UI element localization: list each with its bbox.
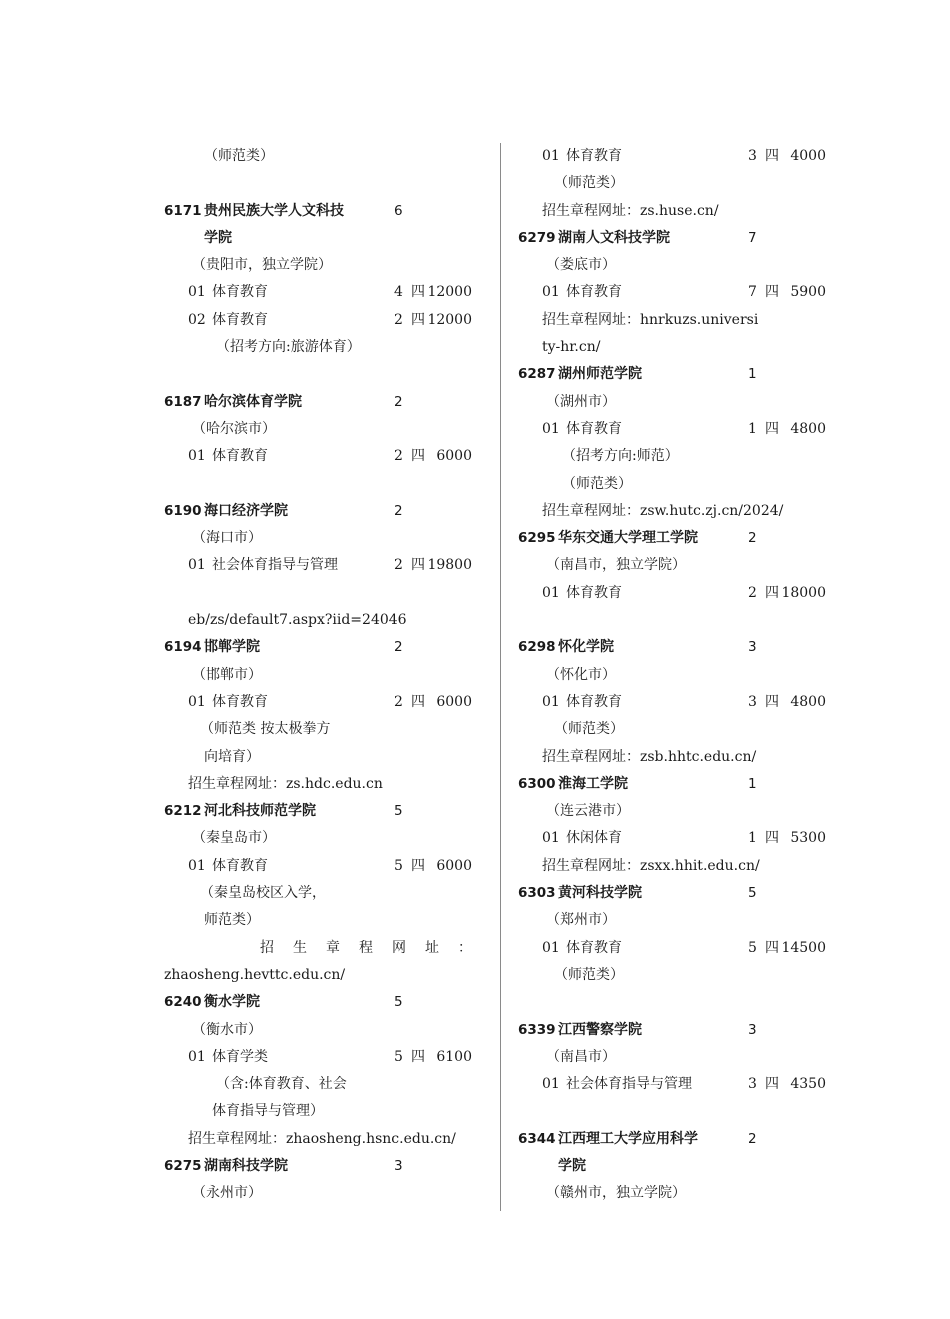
- school-entry: [518, 1126, 830, 1153]
- school-name: 湖州师范学院: [558, 366, 642, 383]
- major-quota: 4: [394, 284, 403, 301]
- major-duration: 四: [765, 584, 779, 601]
- spaced-char: 程: [359, 939, 373, 956]
- major-tuition: 12000: [427, 284, 472, 301]
- major-quota: 2: [394, 693, 403, 710]
- major-code: 01: [542, 284, 560, 301]
- major-quota: 3: [748, 693, 757, 710]
- note-line: [518, 498, 830, 525]
- major-code: 01: [188, 857, 206, 874]
- school-name: 江西理工大学应用科学: [558, 1130, 698, 1147]
- school-code: 6279: [518, 229, 556, 246]
- note-text: 招生章程网址：hnrkuzs.universi: [542, 311, 759, 328]
- school-code: 6287: [518, 366, 556, 383]
- major-entry: [518, 279, 830, 306]
- note-text: （怀化市）: [546, 666, 616, 683]
- major-quota: 3: [748, 148, 757, 164]
- spaced-char: 生: [293, 939, 307, 956]
- note-line: [518, 170, 830, 197]
- major-quota: 3: [748, 1076, 757, 1093]
- blank-line: [164, 170, 476, 197]
- major-duration: 四: [411, 557, 425, 574]
- major-tuition: 12000: [427, 311, 472, 328]
- school-name: 淮海工学院: [558, 775, 628, 792]
- major-tuition: 6000: [436, 448, 472, 465]
- major-name: 体育教育: [566, 420, 622, 437]
- major-duration: 四: [411, 693, 425, 710]
- major-name: 体育教育: [212, 311, 268, 328]
- note-text: （秦皇岛市）: [192, 830, 276, 847]
- note-line: [518, 962, 830, 989]
- school-entry: [518, 525, 830, 552]
- major-duration: 四: [765, 284, 779, 301]
- note-text: 师范类）: [204, 912, 260, 929]
- major-tuition: 5300: [790, 830, 826, 847]
- spaced-char: 章: [326, 939, 340, 956]
- note-line: [164, 880, 476, 907]
- major-duration: 四: [765, 420, 779, 437]
- major-quota: 1: [748, 830, 757, 847]
- note-line: [518, 471, 830, 498]
- major-duration: 四: [765, 830, 779, 847]
- school-quota: 3: [394, 1157, 403, 1174]
- school-entry: [518, 1017, 830, 1044]
- note-line: [164, 1071, 476, 1098]
- school-code: 6212: [164, 803, 202, 820]
- spaced-char: ：: [458, 939, 472, 956]
- school-quota: 5: [394, 803, 403, 820]
- school-name: 河北科技师范学院: [204, 803, 316, 820]
- school-quota: 3: [748, 1021, 757, 1038]
- note-line: [164, 744, 476, 771]
- major-name: 体育教育: [566, 584, 622, 601]
- note-line: [164, 607, 476, 634]
- right-column: [518, 143, 830, 1208]
- note-text: （海口市）: [192, 530, 262, 547]
- major-duration: 四: [765, 693, 779, 710]
- major-entry: [164, 853, 476, 880]
- major-duration: 四: [411, 857, 425, 874]
- major-tuition: 4000: [790, 148, 826, 164]
- major-tuition: 4800: [790, 420, 826, 437]
- note-line: [518, 744, 830, 771]
- note-line: [518, 662, 830, 689]
- note-text: eb/zs/default7.aspx?iid=24046: [188, 612, 407, 629]
- school-quota: 2: [748, 530, 757, 547]
- major-duration: 四: [765, 939, 779, 956]
- school-quota: 7: [748, 229, 757, 246]
- school-code: 6303: [518, 885, 556, 902]
- spaced-char: 招: [260, 939, 274, 956]
- major-name: 体育教育: [212, 693, 268, 710]
- major-code: 01: [188, 1048, 206, 1065]
- school-name-continued: [164, 225, 476, 252]
- school-quota: 6: [394, 202, 403, 219]
- major-tuition: 4800: [790, 693, 826, 710]
- blank-line: [518, 1098, 830, 1125]
- note-text: 体育指导与管理）: [212, 1103, 324, 1120]
- note-line: [164, 334, 476, 361]
- major-entry: [164, 1044, 476, 1071]
- major-name: 社会体育指导与管理: [566, 1076, 692, 1093]
- school-name: 邯郸学院: [204, 639, 260, 656]
- left-column: [164, 143, 476, 1208]
- major-tuition: 19800: [427, 557, 472, 574]
- note-line: [164, 143, 476, 170]
- school-code: 6190: [164, 502, 202, 519]
- major-code: 01: [542, 148, 560, 164]
- note-line: [164, 1126, 476, 1153]
- note-text: （赣州市，独立学院）: [546, 1185, 686, 1202]
- school-entry: [518, 225, 830, 252]
- blank-line: [518, 607, 830, 634]
- major-entry: [518, 1071, 830, 1098]
- school-quota: 5: [748, 885, 757, 902]
- school-entry: [164, 989, 476, 1016]
- major-name: 体育学类: [212, 1048, 268, 1065]
- school-quota: 2: [394, 502, 403, 519]
- major-duration: 四: [411, 448, 425, 465]
- major-code: 01: [188, 448, 206, 465]
- school-quota: 1: [748, 775, 757, 792]
- major-duration: 四: [411, 1048, 425, 1065]
- note-text: 招生章程网址：zsw.hutc.zj.cn/2024/: [542, 502, 784, 519]
- major-name: 体育教育: [566, 693, 622, 710]
- note-line: [518, 798, 830, 825]
- note-text: （秦皇岛校区入学，: [200, 885, 326, 902]
- major-quota: 2: [394, 311, 403, 328]
- school-name: 华东交通大学理工学院: [558, 530, 698, 547]
- school-quota: 3: [748, 639, 757, 656]
- note-line: [518, 1180, 830, 1207]
- school-quota: 5: [394, 994, 403, 1011]
- school-name-cont: 学院: [558, 1157, 586, 1174]
- school-name: 哈尔滨体育学院: [204, 393, 302, 410]
- school-entry: [164, 389, 476, 416]
- major-entry: [164, 307, 476, 334]
- note-line: [518, 198, 830, 225]
- major-name: 社会体育指导与管理: [212, 557, 338, 574]
- blank-line: [164, 361, 476, 388]
- major-entry: [518, 580, 830, 607]
- school-entry: [164, 798, 476, 825]
- school-code: 6295: [518, 530, 556, 547]
- school-name-continued: [518, 1153, 830, 1180]
- major-tuition: 18000: [781, 584, 826, 601]
- note-text: （招考方向:旅游体育）: [216, 339, 361, 356]
- major-tuition: 6000: [436, 693, 472, 710]
- school-entry: [518, 880, 830, 907]
- note-text: 招生章程网址：zs.hdc.edu.cn: [188, 775, 383, 792]
- note-line: [164, 771, 476, 798]
- note-line: [518, 443, 830, 470]
- note-text: （师范类）: [562, 475, 632, 492]
- note-text: （师范类 按太极拳方: [200, 721, 331, 738]
- school-code: 6187: [164, 393, 202, 410]
- major-duration: 四: [765, 1076, 779, 1093]
- note-text: zhaosheng.hevttc.edu.cn/: [164, 966, 346, 983]
- note-line: [164, 907, 476, 934]
- note-line: [518, 552, 830, 579]
- major-name: 体育教育: [212, 857, 268, 874]
- major-quota: 7: [748, 284, 757, 301]
- school-code: 6240: [164, 994, 202, 1011]
- school-name: 湖南科技学院: [204, 1157, 288, 1174]
- major-quota: 2: [748, 584, 757, 601]
- major-entry: [164, 689, 476, 716]
- spaced-text: [164, 935, 472, 962]
- note-text: （含:体育教育、社会: [216, 1076, 347, 1093]
- major-entry: [518, 143, 830, 170]
- note-line: [164, 1098, 476, 1125]
- spaced-char: 网: [392, 939, 406, 956]
- major-duration: 四: [765, 148, 779, 164]
- note-line: [518, 334, 830, 361]
- note-text: ty-hr.cn/: [542, 339, 601, 356]
- note-text: （师范类）: [204, 148, 274, 164]
- note-line: [518, 853, 830, 880]
- major-code: 02: [188, 311, 206, 328]
- note-line: [518, 307, 830, 334]
- note-line: [164, 825, 476, 852]
- major-quota: 1: [748, 420, 757, 437]
- major-name: 体育教育: [566, 939, 622, 956]
- major-code: 01: [542, 420, 560, 437]
- major-tuition: 6100: [436, 1048, 472, 1065]
- note-line: [164, 662, 476, 689]
- note-text: （娄底市）: [546, 257, 616, 274]
- note-line: [164, 962, 476, 989]
- note-text: （贵阳市，独立学院）: [192, 257, 332, 274]
- note-text: （南昌市）: [546, 1048, 616, 1065]
- school-code: 6171: [164, 202, 202, 219]
- major-quota: 2: [394, 448, 403, 465]
- major-entry: [518, 935, 830, 962]
- note-text: （哈尔滨市）: [192, 420, 276, 437]
- major-quota: 5: [394, 1048, 403, 1065]
- major-quota: 2: [394, 557, 403, 574]
- note-text: （郑州市）: [546, 912, 616, 929]
- note-line: [164, 1180, 476, 1207]
- note-text: 招生章程网址：zs.huse.cn/: [542, 202, 719, 219]
- school-quota: 2: [394, 393, 403, 410]
- major-code: 01: [542, 939, 560, 956]
- blank-line: [164, 471, 476, 498]
- spaced-line: [164, 935, 476, 962]
- major-name: 休闲体育: [566, 830, 622, 847]
- note-text: （招考方向:师范）: [562, 448, 679, 465]
- major-tuition: 6000: [436, 857, 472, 874]
- note-text: （连云港市）: [546, 803, 630, 820]
- note-text: （师范类）: [554, 721, 624, 738]
- school-code: 6339: [518, 1021, 556, 1038]
- column-divider: [500, 143, 501, 1211]
- school-code: 6344: [518, 1130, 556, 1147]
- school-entry: [164, 634, 476, 661]
- school-name: 湖南人文科技学院: [558, 229, 670, 246]
- major-tuition: 4350: [790, 1076, 826, 1093]
- note-text: （南昌市，独立学院）: [546, 557, 686, 574]
- spaced-char: 址: [425, 939, 439, 956]
- note-text: （师范类）: [554, 966, 624, 983]
- school-name: 黄河科技学院: [558, 885, 642, 902]
- school-entry: [164, 198, 476, 225]
- note-text: （衡水市）: [192, 1021, 262, 1038]
- major-code: 01: [542, 830, 560, 847]
- major-name: 体育教育: [212, 448, 268, 465]
- school-name: 衡水学院: [204, 994, 260, 1011]
- school-quota: 2: [394, 639, 403, 656]
- school-name-cont: 学院: [204, 229, 232, 246]
- school-code: 6300: [518, 775, 556, 792]
- major-code: 01: [188, 557, 206, 574]
- note-line: [518, 716, 830, 743]
- blank-line: [164, 580, 476, 607]
- major-code: 01: [542, 1076, 560, 1093]
- school-entry: [518, 634, 830, 661]
- note-text: 招生章程网址：zhaosheng.hsnc.edu.cn/: [188, 1130, 456, 1147]
- major-duration: 四: [411, 284, 425, 301]
- major-tuition: 14500: [781, 939, 826, 956]
- major-duration: 四: [411, 311, 425, 328]
- major-entry: [518, 416, 830, 443]
- school-entry: [518, 771, 830, 798]
- note-text: 招生章程网址：zsb.hhtc.edu.cn/: [542, 748, 757, 765]
- note-line: [164, 416, 476, 443]
- major-entry: [164, 279, 476, 306]
- major-code: 01: [542, 584, 560, 601]
- note-line: [164, 716, 476, 743]
- school-name: 贵州民族大学人文科技: [204, 202, 344, 219]
- major-entry: [164, 552, 476, 579]
- major-quota: 5: [748, 939, 757, 956]
- note-line: [164, 525, 476, 552]
- major-entry: [164, 443, 476, 470]
- note-text: （湖州市）: [546, 393, 616, 410]
- school-name: 江西警察学院: [558, 1021, 642, 1038]
- note-text: （邯郸市）: [192, 666, 262, 683]
- note-line: [518, 1044, 830, 1071]
- note-text: （师范类）: [554, 175, 624, 192]
- note-line: [164, 1017, 476, 1044]
- major-code: 01: [188, 693, 206, 710]
- school-entry: [164, 1153, 476, 1180]
- major-code: 01: [188, 284, 206, 301]
- note-text: （永州市）: [192, 1185, 262, 1202]
- major-name: 体育教育: [212, 284, 268, 301]
- major-tuition: 5900: [790, 284, 826, 301]
- school-name: 怀化学院: [558, 639, 614, 656]
- school-entry: [518, 361, 830, 388]
- school-name: 海口经济学院: [204, 502, 288, 519]
- school-quota: 1: [748, 366, 757, 383]
- note-line: [518, 252, 830, 279]
- major-entry: [518, 825, 830, 852]
- blank-line: [518, 989, 830, 1016]
- major-entry: [518, 689, 830, 716]
- school-entry: [164, 498, 476, 525]
- school-quota: 2: [748, 1130, 757, 1147]
- note-text: 招生章程网址：zsxx.hhit.edu.cn/: [542, 857, 760, 874]
- major-quota: 5: [394, 857, 403, 874]
- major-name: 体育教育: [566, 148, 622, 164]
- note-line: [164, 252, 476, 279]
- major-name: 体育教育: [566, 284, 622, 301]
- school-code: 6298: [518, 639, 556, 656]
- note-line: [518, 907, 830, 934]
- note-text: 向培育）: [204, 748, 260, 765]
- major-code: 01: [542, 693, 560, 710]
- note-line: [518, 389, 830, 416]
- school-code: 6275: [164, 1157, 202, 1174]
- school-code: 6194: [164, 639, 202, 656]
